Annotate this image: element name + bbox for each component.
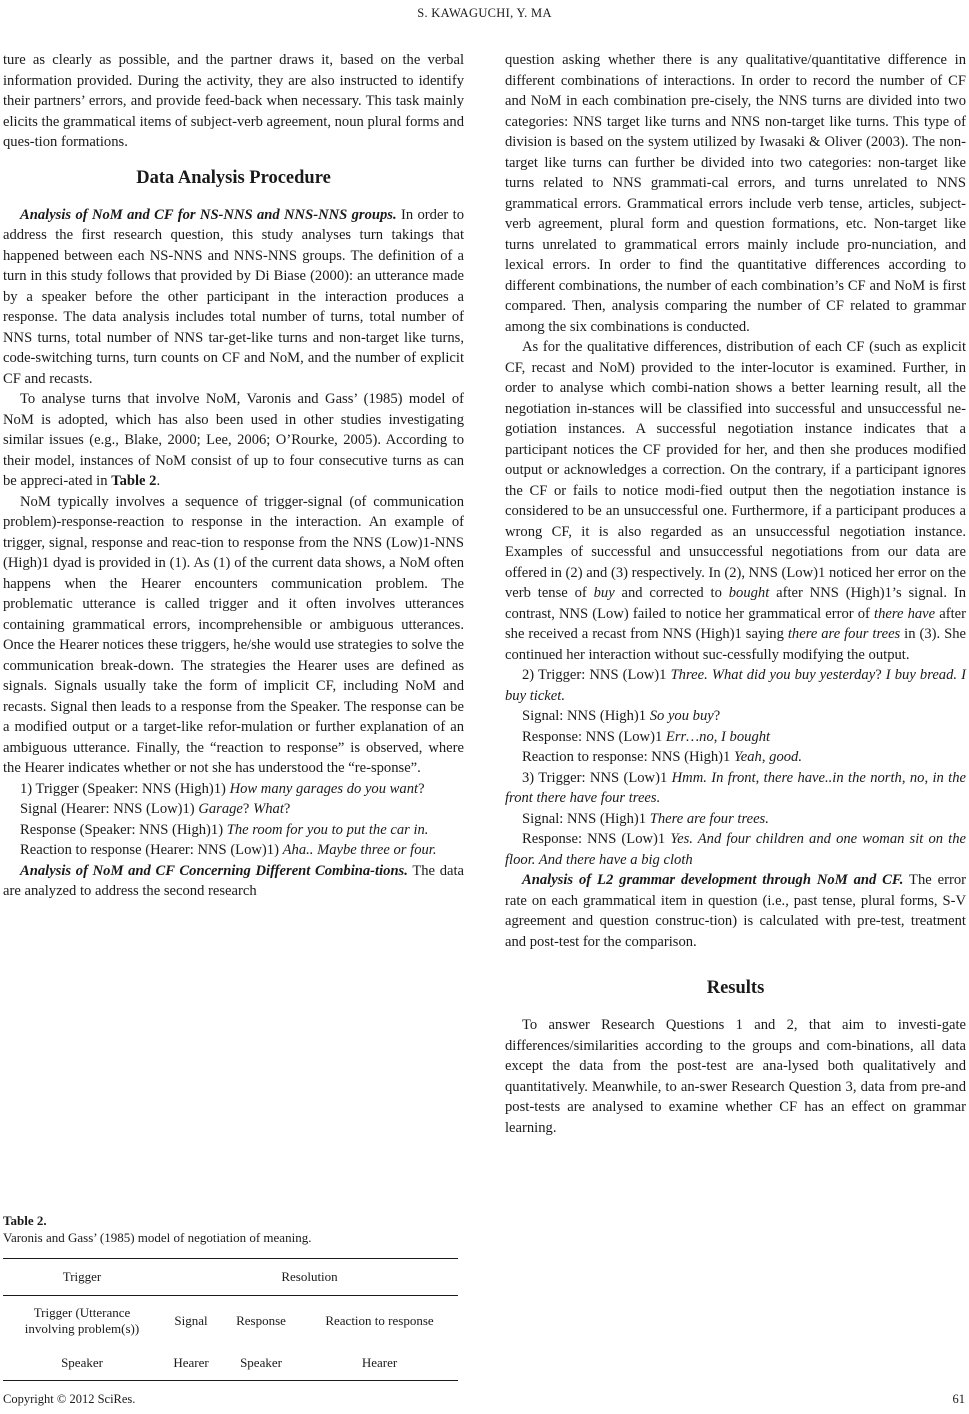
example-utterance: How many garages do you want bbox=[229, 780, 419, 797]
paragraph-text: As for the qualitative differences, distribution of each CF (such as explicit CF, recast and NoM) provided to the inter-locutor is examined. Further, in order to analyse which combi-nation shows a better learning result, all the negotiation in-stances will be classified into successful and unsuccessful ne-gotiation instances. A successful negotiation instance indicates that a participant notices the CF provided for her, and then she produces modified output or acknowledges a correction. On the contrary, if a participant ignores the CF or fails to notice modi-fied output then the negotiation instance is considered to be an unsuccessful one. Furthermore, if a participant produces a wrong CF, it is also regarded as an unsuccessful negotiation instance. Examples of successful and unsuccessful negotiations from our data are offered in (2) and (3) respectively. In (2), NNS (Low)1 noticed her error on the verb tense of bbox=[505, 339, 966, 601]
header-cell: Trigger bbox=[3, 1259, 161, 1296]
section-heading-results: Results bbox=[706, 978, 765, 998]
example-3-response bbox=[505, 829, 966, 870]
example-label: 1) Trigger (Speaker: NNS (High)1) bbox=[20, 780, 230, 797]
punctuation: ? bbox=[713, 708, 721, 724]
run-in-heading: Analysis of NoM and CF Concerning Different Combina-tions. bbox=[20, 862, 408, 879]
running-head: S. KAWAGUCHI, Y. MA bbox=[417, 6, 552, 20]
example-utterance: Yeah bbox=[733, 749, 762, 765]
header-cell: Resolution bbox=[161, 1259, 458, 1296]
paragraph-text: and corrected to bbox=[614, 585, 729, 601]
example-utterance: I bought bbox=[721, 728, 771, 745]
example-utterance: There are four trees. bbox=[649, 810, 769, 827]
example-label: 2) Trigger: NNS (Low)1 bbox=[522, 667, 671, 683]
example-label: Response: NNS (Low)1 bbox=[522, 728, 666, 745]
punctuation: ? bbox=[418, 780, 425, 797]
example-utterance: Garage bbox=[198, 801, 243, 817]
table-cell: Speaker bbox=[3, 1346, 161, 1381]
example-label: Signal (Hearer: NNS (Low)1) bbox=[20, 801, 199, 817]
table-cell: Hearer bbox=[161, 1346, 221, 1381]
example-label: Signal: NNS (High)1 bbox=[522, 708, 650, 724]
italic-term: bought bbox=[728, 585, 770, 601]
paragraph-nom-cf-groups bbox=[3, 205, 464, 390]
paragraph-text: after NNS (High)1’s signal. In contrast, NNS (Low) failed to notice her grammatical error of bbox=[505, 585, 966, 622]
table-cell: Response bbox=[236, 1313, 286, 1328]
example-utterance: Err…no bbox=[665, 728, 714, 745]
example-label: 3) Trigger: NNS (Low)1 bbox=[522, 769, 672, 786]
paragraph-qualitative bbox=[505, 337, 966, 665]
intro-paragraph: ture as clearly as possible, and the partner draws it, based on the verbal information provided. During the activity, they are also instructed to identify their partners’ errors, and provide feed-back when necessary. This task mainly elicits the grammatical items of subject-verb agreement, noun plural forms and ques-tion formations. bbox=[3, 52, 464, 150]
section-heading-data-analysis: Data Analysis Procedure bbox=[136, 167, 331, 188]
example-utterance: in the front there have four trees. bbox=[505, 769, 967, 806]
example-utterance: Hmm. In front bbox=[671, 769, 756, 786]
table-cell: Reaction to response bbox=[325, 1313, 434, 1328]
example-2-response bbox=[505, 727, 966, 748]
punctuation: ? bbox=[283, 801, 291, 817]
example-utterance: I buy bread. I buy ticket. bbox=[505, 667, 967, 704]
paragraph-question-continuation: question asking whether there is any qualitative/quantitative difference in different combinations of interactions. In order to record the number of CF and NoM in each combination pre-cisely, the NNS turns are divided into two categories: NNS target like turns and NNS non-target like turns. This type of division is based on the system utilized by Iwasaki & Oliver (2003). The non-target like turns can further be divided into two categories: non-target like turns related to NNS grammati-cal errors, and turns unrelated to NNS grammatical errors. Grammatical errors include verb tense, articles, subject-verb agreement, plural form and question formations, etc. Non-target like turns unrelated to grammatical errors mainly include pro-nunciation, and lexical errors. In order to find the quantitative differences according to different combinations, the number of each combination’s CF and NoM is first compared. Then, analysis comparing the number of CF related to grammar among the six combinations is conducted. bbox=[505, 52, 966, 335]
paragraph-text: The data are analyzed to address the second research bbox=[3, 862, 465, 899]
example-utterance: The room for you to put the car in. bbox=[226, 821, 429, 838]
table-row bbox=[3, 1296, 458, 1347]
run-in-heading: Analysis of L2 grammar development through NoM and CF. bbox=[522, 872, 904, 888]
example-utterance: there have..in the north bbox=[763, 769, 902, 786]
paragraph-nom-sequence: NoM typically involves a sequence of trigger-signal (of communication problem)-response-reaction to response in the interaction. An example of trigger, signal, response and reac-tion to response from the NNS (Low)1-NNS (High)1 dyad is provided in (1). As (1) of the current data shows, a NoM often happens when the Hearer encounters communication problem. The problematic utterance is called trigger and it often involves utterances containing grammatical errors, incomprehensible or ambiguous utterances. Once the Hearer notices these triggers, he/she would use strategies to solve the communication break-down. The strategies the Hearer uses are defined as signals. Signals usually take the form of implicit CF, including NoM and recasts. Signal then leads to a response from the Speaker. The response can be a modified output or a target-like refor-mulation or further explanation of an ambiguous utterance. Finally, the “reaction to response” is observed, where the Hearer indicates whether or not she has understood the “re-sponse”. bbox=[3, 493, 464, 776]
paragraph-combinations bbox=[3, 861, 464, 902]
punctuation: ? bbox=[875, 667, 886, 683]
paragraph-text: in (3). She continued her interaction without suc-cessfully modifying the output. bbox=[505, 626, 966, 663]
example-utterance: good. bbox=[769, 749, 802, 765]
example-utterance: What bbox=[253, 801, 284, 817]
table-reference: Table 2 bbox=[111, 473, 157, 489]
example-label: Reaction to response: NNS (High)1 bbox=[522, 749, 734, 765]
punctuation: , bbox=[755, 769, 764, 786]
punctuation: ? bbox=[242, 801, 254, 817]
example-2-signal bbox=[505, 706, 966, 727]
example-1-reaction bbox=[3, 840, 464, 861]
table-header-row bbox=[3, 1259, 458, 1296]
example-utterance: Aha.. Maybe three or four. bbox=[282, 842, 437, 858]
table-cell: Hearer bbox=[301, 1346, 458, 1381]
right-column bbox=[505, 50, 966, 1138]
example-utterance: no bbox=[909, 769, 925, 786]
table-row bbox=[3, 1346, 458, 1381]
paragraph-text: To analyse turns that involve NoM, Varonis and Gass’ (1985) model of NoM is adopted, which has also been used in other studies investigating similar issues (e.g., Blake, 2000; Lee, 2006; O’Rourke, 2005). According to their model, instances of NoM consist of up to four consecutive turns as can be appreci-ated in bbox=[3, 391, 464, 489]
table-cell: Signal bbox=[174, 1313, 208, 1328]
punctuation: , bbox=[901, 769, 910, 786]
table-cell: Trigger (Utterance involving problem(s)) bbox=[24, 1305, 140, 1336]
paragraph-results: To answer Research Questions 1 and 2, that aim to investi-gate differences/similarities according to the groups and com-binations, all data except the data from the post-test are ana-lysed both qualitatively and quantitatively. Meanwhile, to an-swer Research Question 3, data from pre-and post-tests are analysed to examine whether CF has an effect on grammar learning. bbox=[505, 1017, 966, 1136]
paragraph-l2-grammar bbox=[505, 870, 966, 952]
example-label: Response: NNS (Low)1 bbox=[522, 831, 671, 847]
example-3-trigger bbox=[505, 768, 966, 809]
paragraph-text: The error rate on each grammatical item in question (i.e., past tense, plural forms, S-V agreement and question construc-tion) is calculated with pre-test, treatment and post-test for the comparison. bbox=[505, 872, 966, 950]
period: . bbox=[156, 473, 161, 489]
table-2 bbox=[3, 1212, 464, 1381]
example-label: Reaction to response (Hearer: NNS (Low)1) bbox=[20, 842, 283, 858]
page-footer bbox=[3, 1392, 965, 1407]
example-1-response bbox=[3, 820, 464, 841]
nom-model-table bbox=[3, 1258, 458, 1381]
italic-term: there are four trees bbox=[787, 626, 901, 642]
page-number: 61 bbox=[952, 1392, 965, 1406]
example-label: Signal: NNS (High)1 bbox=[522, 810, 650, 827]
example-utterance: Three. What did you buy yesterday bbox=[670, 667, 876, 683]
copyright-notice: Copyright © 2012 SciRes. bbox=[3, 1392, 136, 1406]
example-1-signal bbox=[3, 799, 464, 820]
table-cell: Speaker bbox=[221, 1346, 301, 1381]
paragraph-text: In order to address the first research question, this study analyses turn takings that happened between each NS-NNS and NNS-NNS groups. The definition of a turn in this study follows that provided by Di Biase (2000): an utterance made by a speaker before the other participant in the interaction produces a response. The data analysis includes total number of turns, total number of NNS turns, total number of NNS tar-get-like turns and non-target like turns, code-switching turns, turn counts on CF and NoM, and the number of explicit CF and recasts. bbox=[3, 206, 464, 387]
punctuation: , bbox=[761, 749, 770, 765]
example-1-trigger bbox=[3, 779, 464, 800]
example-2-trigger bbox=[505, 665, 966, 706]
table-caption: Varonis and Gass’ (1985) model of negotiation of meaning. bbox=[3, 1230, 312, 1245]
paragraph-varonis-gass bbox=[3, 389, 464, 492]
punctuation: , bbox=[713, 728, 722, 745]
punctuation: , bbox=[924, 769, 933, 786]
table-label: Table 2. bbox=[3, 1213, 47, 1228]
example-utterance: So you buy bbox=[649, 708, 714, 724]
left-column bbox=[3, 50, 464, 902]
example-2-reaction bbox=[505, 747, 966, 768]
example-label: Response (Speaker: NNS (High)1) bbox=[20, 821, 227, 838]
italic-term: there have bbox=[874, 605, 936, 622]
example-utterance: Yes. And four children and one woman sit on the floor. And there have a big cloth bbox=[505, 831, 967, 868]
italic-term: buy bbox=[593, 585, 615, 601]
example-3-signal bbox=[505, 809, 966, 830]
run-in-heading: Analysis of NoM and CF for NS-NNS and NNS-NNS groups. bbox=[20, 206, 397, 223]
paragraph-text: after she received a recast from NNS (High)1 saying bbox=[505, 605, 966, 642]
